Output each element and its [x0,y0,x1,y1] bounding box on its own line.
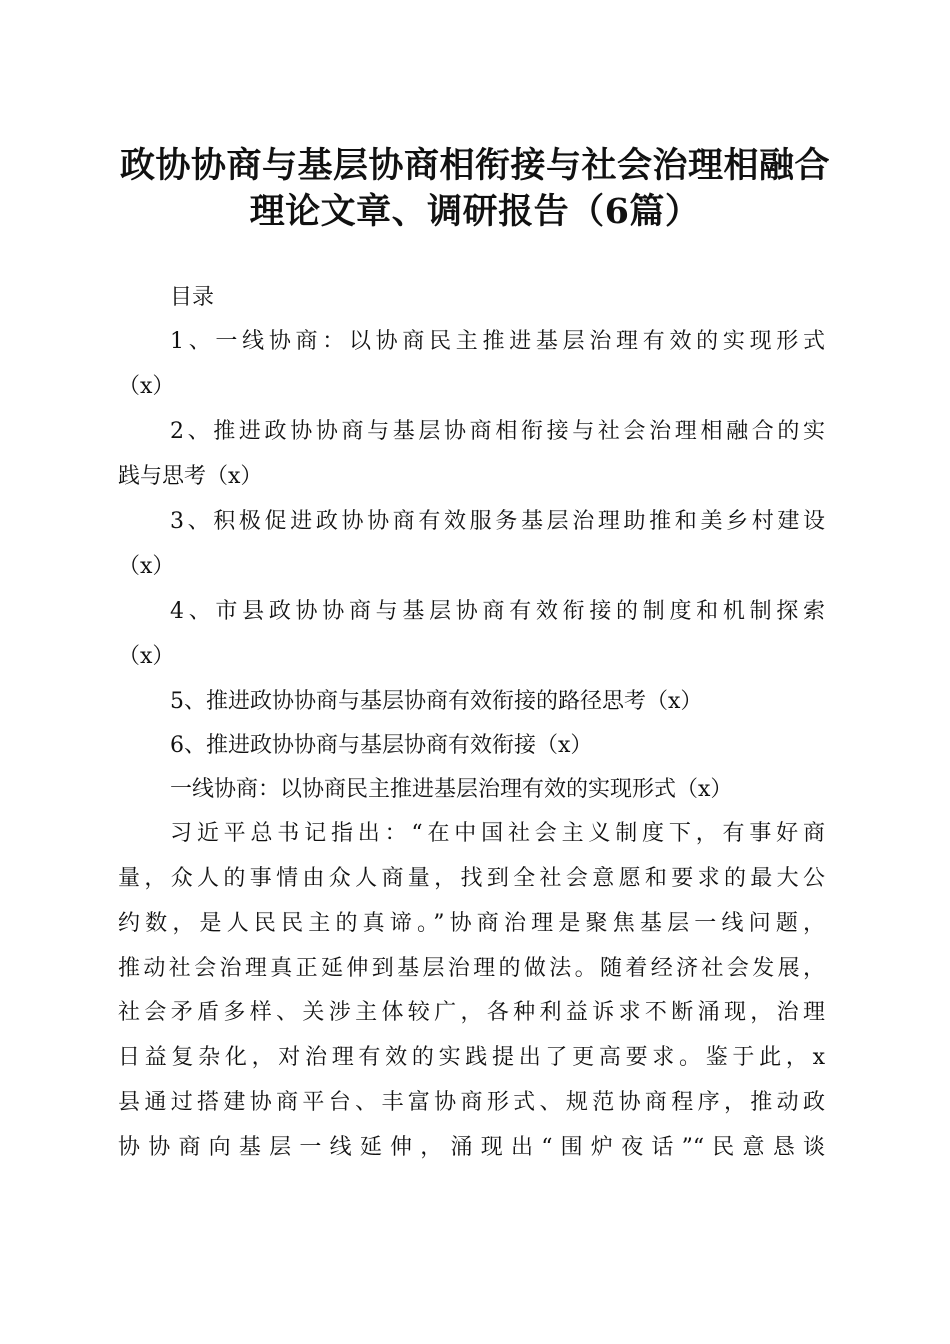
section-heading: 一线协商：以协商民主推进基层治理有效的实现形式（x） [170,777,733,802]
toc-heading: 目录 [170,285,215,310]
paragraph-line: 习近平总书记指出：“在中国社会主义制度下，有事好商 [170,821,825,846]
paragraph-line: 推动社会治理真正延伸到基层治理的做法。随着经济社会发展， [118,956,825,981]
toc-item-1-line-2: （x） [118,374,175,399]
document-title-line-1: 政协协商与基层协商相衔接与社会治理相融合 [119,145,830,186]
paragraph-line: 量，众人的事情由众人商量，找到全社会意愿和要求的最大公 [118,866,825,891]
toc-item-4-line-1: 4、市县政协协商与基层协商有效衔接的制度和机制探索 [170,599,825,624]
paragraph-line: 日益复杂化，对治理有效的实践提出了更高要求。鉴于此，x [118,1045,825,1070]
toc-item-5: 5、推进政协协商与基层协商有效衔接的路径思考（x） [170,689,703,714]
paragraph-line: 约数，是人民民主的真谛。”协商治理是聚焦基层一线问题， [118,911,825,936]
document-title-line-2: 理论文章、调研报告（6篇） [249,191,701,232]
toc-item-1-line-1: 1、一线协商：以协商民主推进基层治理有效的实现形式 [170,329,825,354]
toc-item-4-line-2: （x） [118,644,175,669]
paragraph-line: 协协商向基层一线延伸，涌现出“围炉夜话”“民意恳谈 [118,1135,825,1160]
toc-item-6: 6、推进政协协商与基层协商有效衔接（x） [170,733,593,758]
toc-item-2-line-2: 践与思考（x） [118,464,263,489]
toc-item-3-line-1: 3、积极促进政协协商有效服务基层治理助推和美乡村建设 [170,509,825,534]
paragraph-line: 社会矛盾多样、关涉主体较广，各种利益诉求不断涌现，治理 [118,1000,825,1025]
toc-item-3-line-2: （x） [118,554,175,579]
toc-item-2-line-1: 2、推进政协协商与基层协商相衔接与社会治理相融合的实 [170,419,825,444]
paragraph-line: 县通过搭建协商平台、丰富协商形式、规范协商程序，推动政 [118,1090,825,1115]
